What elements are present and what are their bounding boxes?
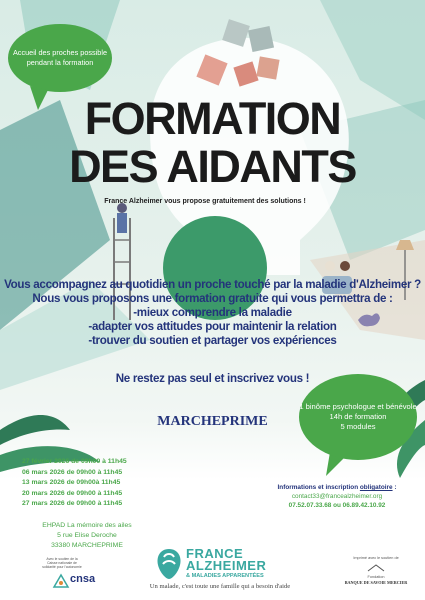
main-line: -mieux comprendre la maladie	[133, 306, 292, 319]
contact-heading: Informations et inscription obligatoire :	[277, 484, 397, 491]
bubble-right-line2: 14h de formation	[329, 412, 387, 421]
main-text	[0, 278, 425, 348]
address-line: 33380 MARCHEPRIME	[51, 542, 123, 549]
venue-address	[22, 521, 152, 551]
sponsor-emblem-icon	[366, 563, 386, 573]
sponsor-caption: Imprimé avec le soutien de	[353, 556, 399, 560]
date-item: 13 mars 2026 de 09h00à 11h45	[22, 479, 121, 487]
cnsa-caption: Avec le soutien de la Caisse nationale de solidarité pour l'autonomie	[42, 557, 82, 569]
call-to-action: Ne restez pas seul et inscrivez vous !	[115, 372, 310, 385]
contact-block	[262, 483, 412, 510]
bubble-right-line1: 1 binôme psychologue et bénévole	[299, 402, 417, 411]
address-line: EHPAD La mémoire des ailes	[42, 522, 132, 529]
cnsa-logo	[42, 557, 102, 593]
page-title-line2: DES AIDANTS	[69, 141, 356, 192]
contact-email-link[interactable]: contact33@francealzheimer.org	[291, 493, 383, 500]
date-item: 27 mars 2026 de 09h00 à 11h45	[22, 500, 123, 508]
france-alzheimer-logo	[149, 545, 291, 600]
main-line: -adapter vos attitudes pour maintenir la relation	[88, 320, 337, 333]
town-name: MARCHEPRIME	[157, 414, 268, 429]
main-line: Vous accompagnez au quotidien un proche touché par la maladie d'Alzheimer ?	[4, 278, 421, 291]
bubble-top-line1: Accueil des proches possible	[12, 48, 108, 57]
contact-phones: 07.52.07.33.68 ou 06.89.42.10.92	[288, 502, 386, 509]
sponsor-name: BANQUE DE SAVOIE MERCIER	[344, 580, 408, 585]
main-line: -trouver du soutien et partager vos expériences	[88, 334, 337, 347]
bubble-right-line3: 5 modules	[340, 422, 376, 431]
france-alzheimer-name: FRANCE ALZHEIMER	[186, 546, 267, 573]
cnsa-wordmark: cnsa	[70, 573, 96, 585]
session-dates	[22, 457, 152, 510]
tagline: Un malade, c'est toute une famille qui a besoin d'aide	[149, 583, 291, 590]
france-alzheimer-emblem-icon	[154, 547, 184, 581]
date-item: 27 février 2026 de 09h00 à 11h45	[22, 458, 127, 465]
main-line: Nous vous proposons une formation gratuite qui vous permettra de :	[32, 292, 393, 305]
sponsor-org: Fondation	[367, 575, 385, 579]
subtitle: France Alzheimer vous propose gratuitement des solutions !	[104, 198, 306, 205]
address-line: 5 rue Elise Deroche	[57, 532, 117, 539]
bubble-top-line2: pendant la formation	[26, 58, 94, 67]
france-alzheimer-sub: & MALADIES APPARENTÉES	[186, 573, 264, 579]
page-title: FORMATION	[84, 93, 341, 144]
date-item: 06 mars 2026 de 09h00 à 11h45	[22, 468, 123, 476]
sponsor-logo	[336, 556, 416, 585]
date-item: 20 mars 2026 de 09h00 à 11h45	[22, 489, 123, 497]
cnsa-emblem-icon	[52, 573, 70, 589]
